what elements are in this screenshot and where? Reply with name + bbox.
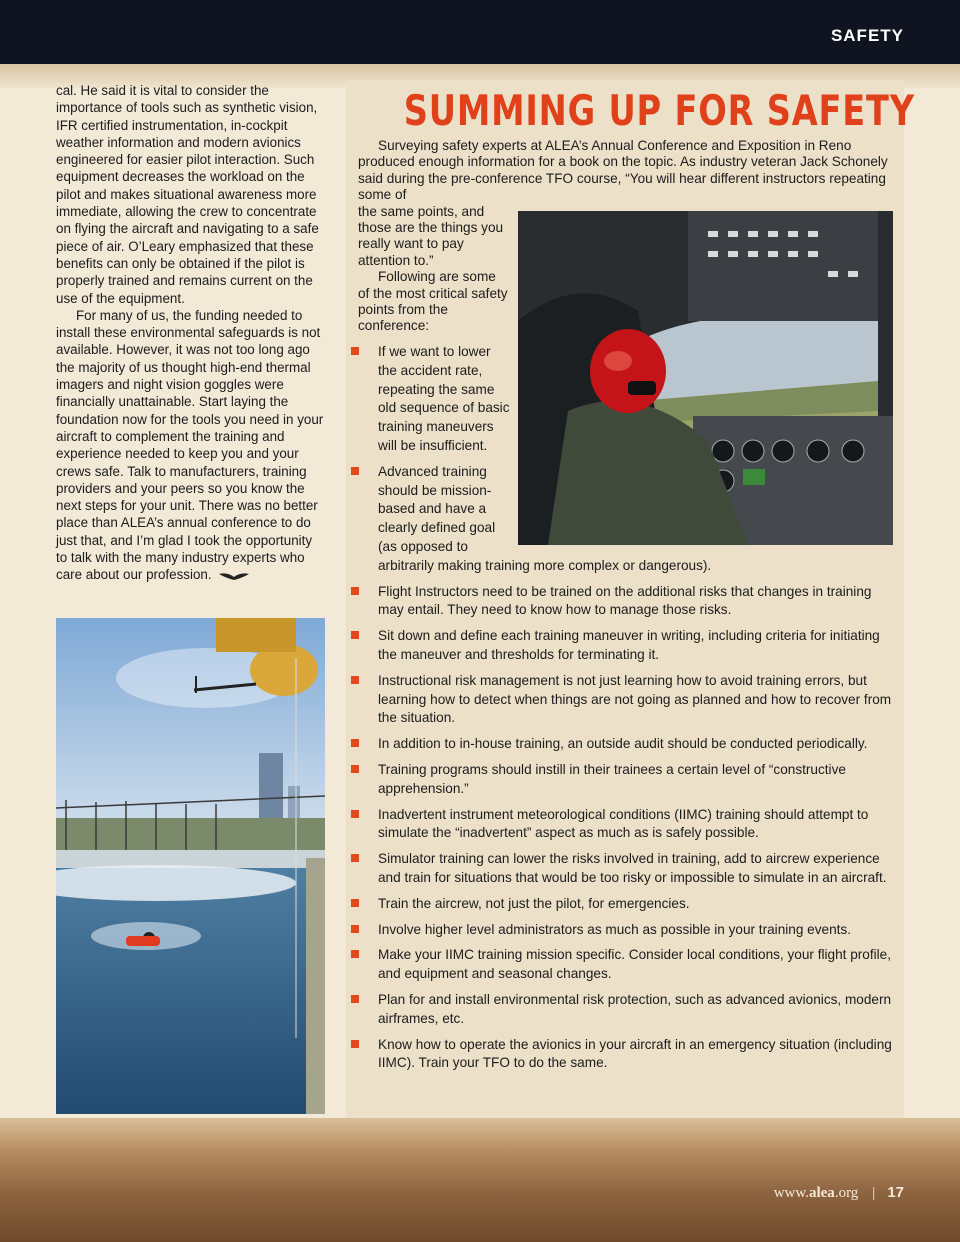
bullet-square-icon <box>351 950 359 958</box>
list-item: Flight Instructors need to be trained on the additional risks that changes in training may entail. They need to know how to manage those risks. <box>350 583 896 621</box>
footer-texture <box>0 1118 960 1242</box>
list-item: Advanced training should be mission-based and have a clearly defined goal (as opposed to arbitrarily making training more complex or dangerous). <box>350 463 896 576</box>
bullet-square-icon <box>351 739 359 747</box>
bullet-square-icon <box>351 810 359 818</box>
page-footer <box>774 1184 904 1202</box>
list-item: Training programs should instill in their trainees a certain level of “constructive apprehension.” <box>350 761 896 799</box>
bullet-square-icon <box>351 587 359 595</box>
list-item: Involve higher level administrators as much as possible in your training events. <box>350 921 896 940</box>
wings-end-mark-icon <box>218 571 250 581</box>
header-bar <box>0 0 960 64</box>
sidebar-title: SUMMING UP FOR SAFETY <box>403 86 915 135</box>
bullet-square-icon <box>351 631 359 639</box>
footer-separator: | <box>872 1185 876 1201</box>
intro-paragraph-tail: the same points, and those are the things you really want to pay attention to.” <box>358 203 504 268</box>
list-item: Plan for and install environmental risk protection, such as advanced avionics, modern airframes, etc. <box>350 991 896 1029</box>
intro-paragraph: Surveying safety experts at ALEA’s Annual Conference and Exposition in Reno produced enough information for a book on the topic. As industry veteran Jack Schonely said during the pre-conference TFO course, “You will hear different instructors repeating some of <box>358 138 888 203</box>
safety-points-list <box>350 343 896 1080</box>
list-item: Sit down and define each training maneuver in writing, including criteria for initiating the maneuver and thresholds for terminating it. <box>350 627 896 665</box>
bullet-square-icon <box>351 676 359 684</box>
bullet-square-icon <box>351 899 359 907</box>
intro-follow-paragraph: Following are some of the most critical safety points from the conference: <box>358 269 508 334</box>
bullet-square-icon <box>351 765 359 773</box>
bullet-square-icon <box>351 925 359 933</box>
paragraph: cal. He said it is vital to consider the importance of tools such as synthetic vision, IFR certified instrumentation, in-cockpit weather information and modern avionics engineered for easier pilot interaction. Such equipment decreases the workload on the pilot and makes situational awareness more immediate, allowing the crew to concentrate on flying the aircraft and navigating to a safe piece of air. O’Leary emphasized that these benefits can only be obtained if the pilot is properly trained and remains current on the use of the equipment. <box>56 83 319 306</box>
article-body-column <box>56 82 326 584</box>
list-item: Know how to operate the avionics in your aircraft in an emergency situation (including IIMC). Train your TFO to do the same. <box>350 1036 896 1074</box>
list-item: If we want to lower the accident rate, repeating the same old sequence of basic training maneuvers will be insufficient. <box>350 343 896 456</box>
water-rescue-image <box>56 618 325 1114</box>
list-item: Instructional risk management is not just learning how to avoid training errors, but learning how to detect when things are not going as planned and how to recover from the situation. <box>350 672 896 728</box>
bullet-square-icon <box>351 854 359 862</box>
bullet-square-icon <box>351 467 359 475</box>
list-item: Simulator training can lower the risks involved in training, add to aircrew experience and train for situations that would be too risky or impossible to simulate in an aircraft. <box>350 850 896 888</box>
bullet-square-icon <box>351 995 359 1003</box>
section-label: SAFETY <box>830 26 904 45</box>
list-item: Make your IIMC training mission specific. Consider local conditions, your flight profile, and equipment and seasonal changes. <box>350 946 896 984</box>
list-item: Train the aircrew, not just the pilot, for emergencies. <box>350 895 896 914</box>
bullet-square-icon <box>351 347 359 355</box>
list-item: In addition to in-house training, an outside audit should be conducted periodically. <box>350 735 896 754</box>
site-url[interactable]: www.alea.org <box>773 1185 859 1201</box>
page-number: 17 <box>887 1184 904 1201</box>
water-rescue-photo <box>56 618 325 1114</box>
list-item: Inadvertent instrument meteorological conditions (IIMC) training should attempt to simulate the “inadvertent” aspect as much as is safely possible. <box>350 806 896 844</box>
paragraph: For many of us, the funding needed to install these environmental safeguards is not available. However, it was not too long ago the majority of us thought high-end thermal imagers and night vision goggles were financially unattainable. Start laying the foundation now for the tools you need in your aircraft to complement the training and experience needed to keep you and your crews safe. Talk to manufacturers, training providers and your peers so you know the next steps for your unit. There was no better place than ALEA’s annual conference to do just that, and I’m glad I took the opportunity to talk with the many industry experts who care about our profession. <box>56 307 324 583</box>
bullet-square-icon <box>351 1040 359 1048</box>
